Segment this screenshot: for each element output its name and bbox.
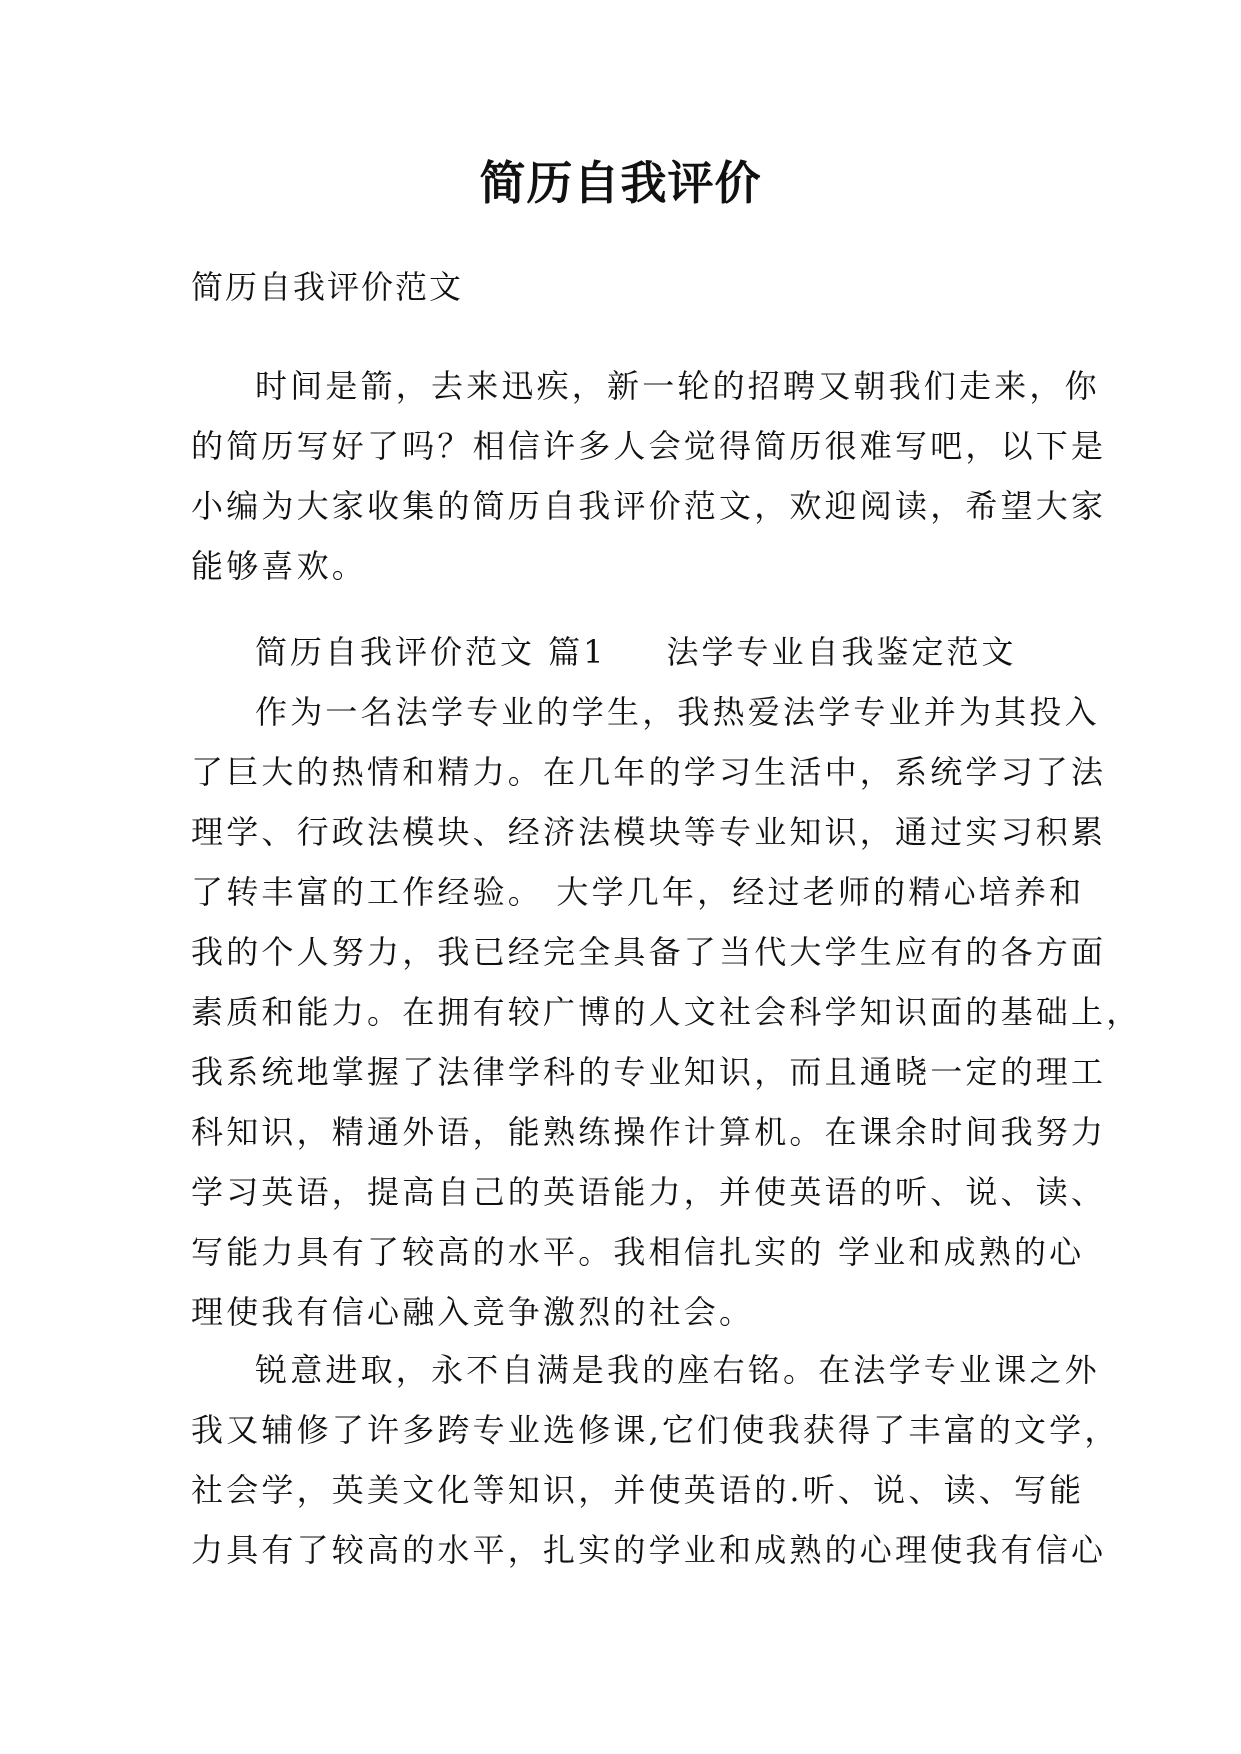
paragraph-line: 我系统地掌握了法律学科的专业知识，而且通晓一定的理工 bbox=[191, 1053, 1107, 1091]
paragraph-line: 我的个人努力，我已经完全具备了当代大学生应有的各方面 bbox=[191, 933, 1107, 971]
paragraph-2 bbox=[191, 1340, 1120, 1580]
document-subtitle: 简历自我评价范文 bbox=[191, 268, 464, 306]
paragraph-line: 科知识，精通外语，能熟练操作计算机。在课余时间我努力 bbox=[191, 1113, 1107, 1151]
intro-line: 的简历写好了吗？相信许多人会觉得简历很难写吧，以下是 bbox=[191, 427, 1107, 465]
intro-paragraph bbox=[191, 356, 1107, 596]
paragraph-line: 锐意进取，永不自满是我的座右铭。在法学专业课之外 bbox=[255, 1351, 1100, 1389]
paragraph-line: 作为一名法学专业的学生，我热爱法学专业并为其投入 bbox=[255, 693, 1100, 731]
paragraph-line: 了转丰富的工作经验。 大学几年，经过老师的精心培养和 bbox=[191, 873, 1085, 911]
section-heading bbox=[255, 622, 1017, 682]
intro-line: 时间是箭，去来迅疾，新一轮的招聘又朝我们走来，你 bbox=[255, 367, 1100, 405]
paragraph-line: 了巨大的热情和精力。在几年的学习生活中，系统学习了法 bbox=[191, 753, 1107, 791]
paragraph-line: 力具有了较高的水平，扎实的学业和成熟的心理使我有信心 bbox=[191, 1531, 1107, 1569]
paragraph-line: 理学、行政法模块、经济法模块等专业知识，通过实习积累 bbox=[191, 813, 1107, 851]
section-heading-part1: 简历自我评价范文 篇1 bbox=[255, 633, 607, 671]
paragraph-1 bbox=[191, 682, 1142, 1342]
paragraph-line: 写能力具有了较高的水平。我相信扎实的 学业和成熟的心 bbox=[191, 1233, 1085, 1271]
section-heading-part2: 法学专业自我鉴定范文 bbox=[666, 633, 1017, 671]
paragraph-line: 素质和能力。在拥有较广博的人文社会科学知识面的基础上， bbox=[191, 993, 1142, 1031]
paragraph-line: 我又辅修了许多跨专业选修课,它们使我获得了丰富的文学， bbox=[191, 1411, 1120, 1449]
paragraph-line: 理使我有信心融入竞争激烈的社会。 bbox=[191, 1293, 755, 1331]
document-title: 简历自我评价 bbox=[479, 156, 762, 210]
paragraph-line: 社会学，英美文化等知识，并使英语的.听、说、读、写能 bbox=[191, 1471, 1085, 1509]
intro-line: 能够喜欢。 bbox=[191, 547, 368, 585]
intro-line: 小编为大家收集的简历自我评价范文，欢迎阅读，希望大家 bbox=[191, 487, 1107, 525]
paragraph-line: 学习英语，提高自己的英语能力，并使英语的听、说、读、 bbox=[191, 1173, 1107, 1211]
